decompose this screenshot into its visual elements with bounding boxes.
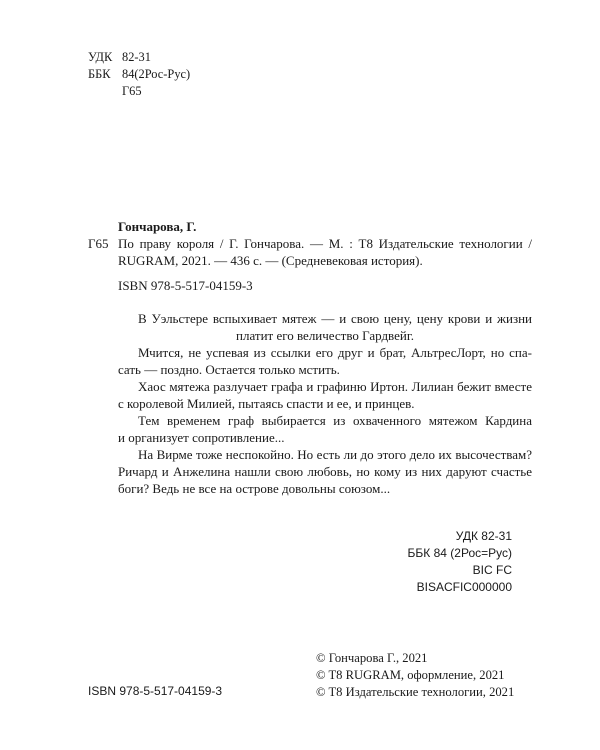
- author-code-top: Г65: [122, 84, 142, 98]
- bibliographic-line-2: RUGRAM, 2021. — 436 с. — (Средневековая история).: [118, 253, 423, 268]
- annotation-paragraph: [118, 446, 532, 497]
- annotation-line: сать — поздно. Остается только мстить.: [118, 362, 340, 377]
- copyright-line-design: © T8 RUGRAM, оформление, 2021: [316, 668, 505, 682]
- udk-row: [88, 49, 190, 66]
- copyright-line-publisher: © T8 Издательские технологии, 2021: [316, 685, 515, 699]
- annotation-line: Мчится, не успевая из ссылки его друг и брат, АльтресЛорт, но спа-: [138, 345, 532, 360]
- bbk-row: [88, 66, 190, 83]
- annotation-line: В Уэльстере вспыхивает мятеж — и свою цену, цену крови и жизни: [138, 311, 532, 326]
- author-code-row: [88, 83, 190, 100]
- annotation-paragraph: [118, 378, 532, 412]
- copyright-line-author: © Гончарова Г., 2021: [316, 651, 428, 665]
- annotation-paragraph: [118, 310, 532, 344]
- bibliographic-description: [118, 235, 532, 269]
- bibliographic-line-1: По праву короля / Г. Гончарова. — М. : T8 Издательские технологии /: [118, 236, 532, 251]
- udk-value: 82-31: [122, 50, 151, 64]
- isbn-bottom: ISBN 978-5-517-04159-3: [88, 684, 223, 698]
- isbn-card: ISBN 978-5-517-04159-3: [118, 278, 253, 293]
- classification-right: [408, 528, 512, 596]
- annotation: [118, 310, 532, 497]
- annotation-line: Ричард и Анжелина нашли свою любовь, но кому из них даруют счастье: [118, 464, 532, 479]
- annotation-line: с королевой Милией, пытаясь спасти и ее, и принцев.: [118, 396, 415, 411]
- author-heading: Гончарова, Г.: [118, 219, 197, 234]
- annotation-line: платит его величество Гардвейг.: [236, 328, 414, 343]
- annotation-line: Тем временем граф выбирается из охваченного мятежом Кардина: [138, 413, 532, 428]
- udk-label: УДК: [88, 50, 113, 64]
- annotation-line: На Вирме тоже неспокойно. Но есть ли до этого дело их высочествам?: [138, 447, 532, 462]
- bbk-right: ББК 84 (2Рос=Рус): [407, 546, 512, 560]
- annotation-line: боги? Ведь не все на острове довольны союзом...: [118, 481, 391, 496]
- annotation-paragraph: [118, 344, 532, 378]
- bic-code: BIC FC: [472, 563, 512, 577]
- bbk-label: ББК: [88, 67, 111, 81]
- bisac-code: BISACFIC000000: [416, 580, 512, 594]
- annotation-line: и организует сопротивление...: [118, 430, 285, 445]
- copyright-block: [316, 650, 514, 701]
- annotation-paragraph: [118, 412, 532, 446]
- classification-top: [88, 49, 190, 100]
- udk-right: УДК 82-31: [455, 529, 512, 543]
- author-code-card: Г65: [88, 236, 109, 251]
- annotation-line: Хаос мятежа разлучает графа и графиню Иртон. Лилиан бежит вместе: [138, 379, 532, 394]
- bbk-value: 84(2Рос-Рус): [122, 67, 191, 81]
